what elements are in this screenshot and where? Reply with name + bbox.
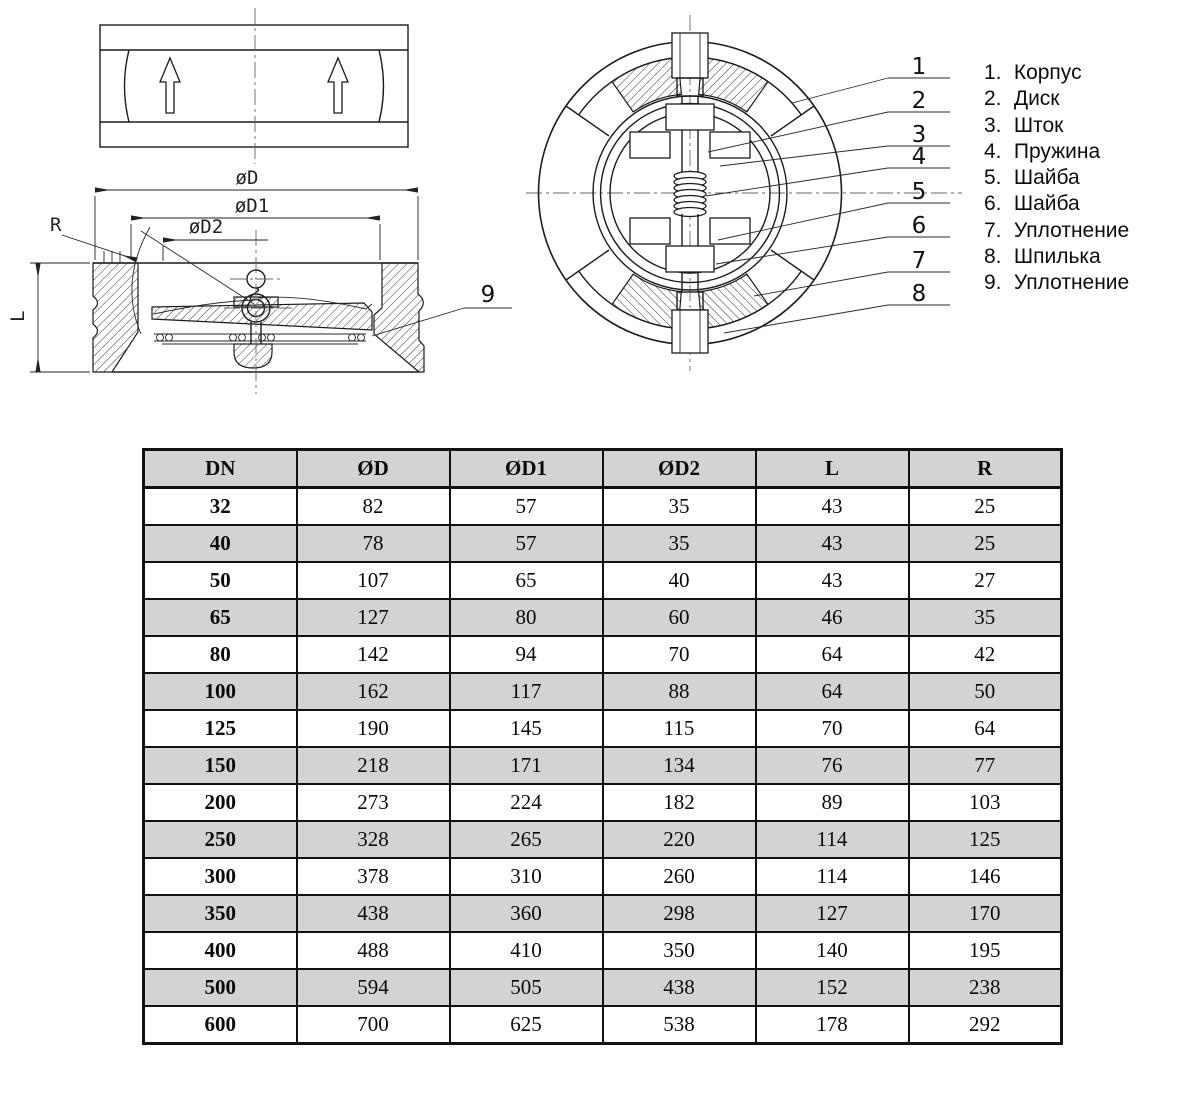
dim-label-d2: øD2 (188, 216, 224, 238)
callout-5: 5 (911, 179, 927, 205)
table-row (144, 488, 1062, 526)
table-cell: 190 (297, 710, 450, 747)
table-cell: 70 (603, 636, 756, 673)
table-cell-dn: 125 (144, 710, 297, 747)
table-cell: 195 (909, 932, 1062, 969)
table-cell: 378 (297, 858, 450, 895)
table-cell: 700 (297, 1006, 450, 1044)
legend-item-label: Шайба (1013, 166, 1080, 190)
table-row (144, 969, 1062, 1006)
table-cell: 43 (756, 525, 909, 562)
table-cell-dn: 300 (144, 858, 297, 895)
flow-arrow-icon (160, 58, 180, 113)
legend-item-number: 5. (984, 166, 1002, 190)
table-cell-dn: 40 (144, 525, 297, 562)
table-cell: 265 (450, 821, 603, 858)
callout-3: 3 (911, 122, 927, 148)
table-cell: 117 (450, 673, 603, 710)
side-view (100, 8, 408, 164)
table-cell: 146 (909, 858, 1062, 895)
table-row (144, 525, 1062, 562)
table-cell-dn: 250 (144, 821, 297, 858)
table-cell: 60 (603, 599, 756, 636)
table-header-cell: ØD1 (450, 450, 603, 488)
table-cell: 64 (756, 673, 909, 710)
legend-item-label: Корпус (1013, 61, 1082, 84)
table-row (144, 932, 1062, 969)
legend-item (984, 86, 1129, 112)
table-cell: 127 (297, 599, 450, 636)
table-row (144, 636, 1062, 673)
table-cell-dn: 65 (144, 599, 297, 636)
table-row (144, 895, 1062, 932)
flow-arrow-icon (328, 58, 348, 113)
dim-label-d: øD (235, 167, 259, 189)
dimensions-table-body (144, 488, 1062, 1044)
table-cell: 310 (450, 858, 603, 895)
table-cell: 70 (756, 710, 909, 747)
table-cell: 114 (756, 821, 909, 858)
table-cell: 218 (297, 747, 450, 784)
table-header-cell: L (756, 450, 909, 488)
legend-item-label: Шайба (1013, 192, 1080, 216)
table-cell: 152 (756, 969, 909, 1006)
table-cell: 488 (297, 932, 450, 969)
table-cell: 127 (756, 895, 909, 932)
table-header-cell: ØD2 (603, 450, 756, 488)
table-cell: 46 (756, 599, 909, 636)
table-cell: 170 (909, 895, 1062, 932)
legend-item (984, 270, 1129, 296)
legend-item-number: 7. (984, 218, 1002, 242)
table-cell: 350 (603, 932, 756, 969)
table-cell: 103 (909, 784, 1062, 821)
table-cell-dn: 600 (144, 1006, 297, 1044)
callout-4: 4 (911, 144, 927, 170)
table-cell-dn: 32 (144, 488, 297, 526)
table-cell: 538 (603, 1006, 756, 1044)
table-row (144, 784, 1062, 821)
table-row (144, 821, 1062, 858)
table-header-cell: ØD (297, 450, 450, 488)
dimensions-table (142, 448, 1063, 1045)
legend-item-label: Шпилька (1013, 245, 1101, 269)
table-cell: 78 (297, 525, 450, 562)
table-cell: 80 (450, 599, 603, 636)
table-cell: 625 (450, 1006, 603, 1044)
table-cell: 25 (909, 488, 1062, 526)
callout-8: 8 (911, 281, 927, 307)
table-cell: 162 (297, 673, 450, 710)
table-cell: 178 (756, 1006, 909, 1044)
legend-item-label: Уплотнение (1013, 271, 1130, 295)
table-cell: 438 (603, 969, 756, 1006)
table-row (144, 747, 1062, 784)
table-cell: 82 (297, 488, 450, 526)
table-cell: 35 (603, 488, 756, 526)
section-view (7, 167, 512, 394)
table-cell: 40 (603, 562, 756, 599)
legend-item (984, 113, 1129, 139)
legend-item (984, 218, 1129, 244)
dimensions-table-wrap (142, 448, 1063, 1045)
table-header-row (144, 450, 1062, 488)
dim-label-d1: øD1 (234, 195, 270, 217)
table-cell: 35 (603, 525, 756, 562)
table-cell: 410 (450, 932, 603, 969)
table-cell: 77 (909, 747, 1062, 784)
legend-item-number: 9. (984, 271, 1002, 295)
legend-item (984, 191, 1129, 217)
table-cell: 43 (756, 562, 909, 599)
legend-item (984, 244, 1129, 270)
legend-item (984, 165, 1129, 191)
table-header-cell: DN (144, 450, 297, 488)
table-header-cell: R (909, 450, 1062, 488)
table-cell: 65 (450, 562, 603, 599)
table-row (144, 858, 1062, 895)
table-cell: 114 (756, 858, 909, 895)
table-row (144, 710, 1062, 747)
table-cell: 107 (297, 562, 450, 599)
table-cell: 220 (603, 821, 756, 858)
legend-item-number: 8. (984, 245, 1002, 269)
table-cell: 134 (603, 747, 756, 784)
legend-item-number: 6. (984, 192, 1002, 216)
legend-item (984, 139, 1129, 165)
table-cell-dn: 50 (144, 562, 297, 599)
table-cell: 35 (909, 599, 1062, 636)
table-cell: 594 (297, 969, 450, 1006)
callout-1: 1 (911, 54, 927, 80)
table-row (144, 599, 1062, 636)
table-cell: 298 (603, 895, 756, 932)
callout-7: 7 (911, 248, 927, 274)
table-cell: 140 (756, 932, 909, 969)
table-cell: 43 (756, 488, 909, 526)
table-cell-dn: 350 (144, 895, 297, 932)
table-cell: 171 (450, 747, 603, 784)
table-cell: 115 (603, 710, 756, 747)
callout-9: 9 (480, 282, 496, 308)
table-cell-dn: 200 (144, 784, 297, 821)
table-cell: 273 (297, 784, 450, 821)
legend-item-label: Уплотнение (1013, 218, 1130, 242)
legend-item-number: 2. (984, 87, 1002, 111)
table-cell: 64 (909, 710, 1062, 747)
table-cell: 238 (909, 969, 1062, 1006)
table-cell: 145 (450, 710, 603, 747)
legend-item-number: 3. (984, 113, 1002, 137)
table-cell: 292 (909, 1006, 1062, 1044)
table-cell: 88 (603, 673, 756, 710)
legend-item-number: 1. (984, 61, 1002, 84)
legend-item-number: 4. (984, 139, 1002, 163)
table-cell: 438 (297, 895, 450, 932)
table-cell: 27 (909, 562, 1062, 599)
table-cell: 64 (756, 636, 909, 673)
dim-label-r: R (50, 214, 62, 236)
front-view (526, 15, 962, 371)
table-cell-dn: 80 (144, 636, 297, 673)
table-cell: 25 (909, 525, 1062, 562)
table-cell: 360 (450, 895, 603, 932)
table-cell: 76 (756, 747, 909, 784)
table-cell: 260 (603, 858, 756, 895)
table-row (144, 562, 1062, 599)
table-cell-dn: 500 (144, 969, 297, 1006)
table-cell: 125 (909, 821, 1062, 858)
table-cell-dn: 400 (144, 932, 297, 969)
table-cell-dn: 150 (144, 747, 297, 784)
callout-2: 2 (911, 88, 927, 114)
table-cell: 94 (450, 636, 603, 673)
table-cell: 328 (297, 821, 450, 858)
table-cell: 89 (756, 784, 909, 821)
table-cell: 57 (450, 525, 603, 562)
table-cell: 224 (450, 784, 603, 821)
legend-item-label: Диск (1013, 87, 1060, 111)
table-cell: 142 (297, 636, 450, 673)
parts-legend (984, 60, 1129, 297)
legend-item-label: Пружина (1013, 139, 1101, 163)
legend-item-label: Шток (1013, 113, 1064, 137)
legend-item (984, 60, 1129, 86)
callout-6: 6 (911, 213, 927, 239)
table-cell-dn: 100 (144, 673, 297, 710)
table-cell: 57 (450, 488, 603, 526)
table-row (144, 1006, 1062, 1044)
table-cell: 182 (603, 784, 756, 821)
table-cell: 505 (450, 969, 603, 1006)
table-cell: 42 (909, 636, 1062, 673)
table-cell: 50 (909, 673, 1062, 710)
dim-label-l: L (7, 310, 29, 322)
table-row (144, 673, 1062, 710)
spring-coil (674, 172, 706, 217)
